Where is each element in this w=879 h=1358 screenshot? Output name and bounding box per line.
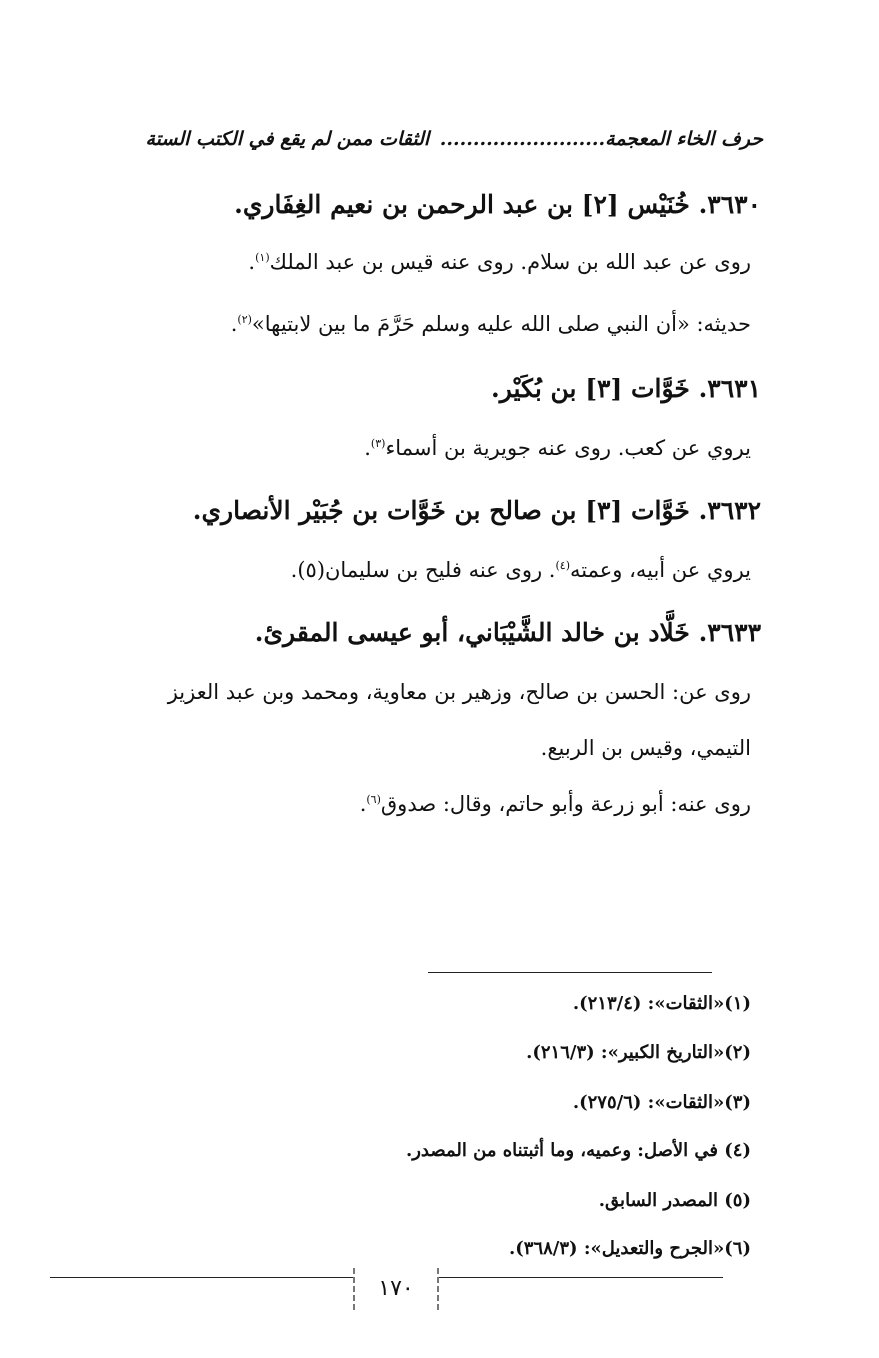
footnote-divider [428,972,712,973]
footnote-2: (٢)«التاريخ الكبير»: (٢١٦/٣). [526,1042,751,1063]
footnote-4: (٤) في الأصل: وعميه، وما أثبتناه من المصدر. [405,1140,751,1161]
entry-title-3631: ٣٦٣١. خَوَّات [٣] بن بُكَيْر. [491,374,761,403]
footnote-3: (٣)«الثقات»: (٢٧٥/٦). [572,1092,751,1113]
entry-line: روى عنه: أبو زرعة وأبو حاتم، وقال: صدوق$^{(٦)}$. [359,792,751,816]
footnote-1: (١)«الثقات»: (٢١٣/٤). [572,993,751,1014]
footnote-5: (٥) المصدر السابق. [598,1190,751,1211]
footnote-ref[interactable]: (٢) [237,313,252,326]
entry-line: التيمي، وقيس بن الربيع. [540,736,751,760]
entry-line: حديثه: «أن النبي صلى الله عليه وسلم حَرَّمَ ما بين لابتيها»$^{(٢)}$. [230,312,751,336]
entry-line: يروي عن أبيه، وعمته$^{(٤)}$. روى عنه فليح بن سليمان(٥). [290,558,751,582]
entry-line: روى عن عبد الله بن سلام. روى عنه قيس بن عبد الملك$^{(١)}$. [248,250,751,274]
entry-title-3632: ٣٦٣٢. خَوَّات [٣] بن صالح بن خَوَّات بن جُبَيْر الأنصاري. [192,496,761,525]
header-book-title: الثقات ممن لم يقع في الكتب الستة [145,128,430,150]
footnote-6: (٦)«الجرح والتعديل»: (٣٦٨/٣). [509,1238,751,1259]
entry-line: يروي عن كعب. روى عنه جويرية بن أسماء$^{(٣)}$. [364,436,751,460]
footnote-ref[interactable]: (٦) [366,793,381,806]
running-header [113,128,763,150]
entry-title-3630: ٣٦٣٠. خُنَيْس [٢] بن عبد الرحمن بن نعيم الغِفَاري. [234,190,761,219]
page-number: ١٧٠ [353,1268,439,1310]
entry-line: روى عن: الحسن بن صالح، وزهير بن معاوية، ومحمد وبن عبد العزيز [167,680,751,704]
footnote-ref[interactable]: (١) [255,251,270,264]
footnote-ref[interactable]: (٤) [555,559,570,572]
header-chapter: حرف الخاء المعجمة......................... [439,128,763,150]
footnote-ref[interactable]: (٣) [370,437,386,450]
entry-title-3633: ٣٦٣٣. خَلَّاد بن خالد الشَّيْبَاني، أبو عيسى المقرئ. [254,618,761,647]
